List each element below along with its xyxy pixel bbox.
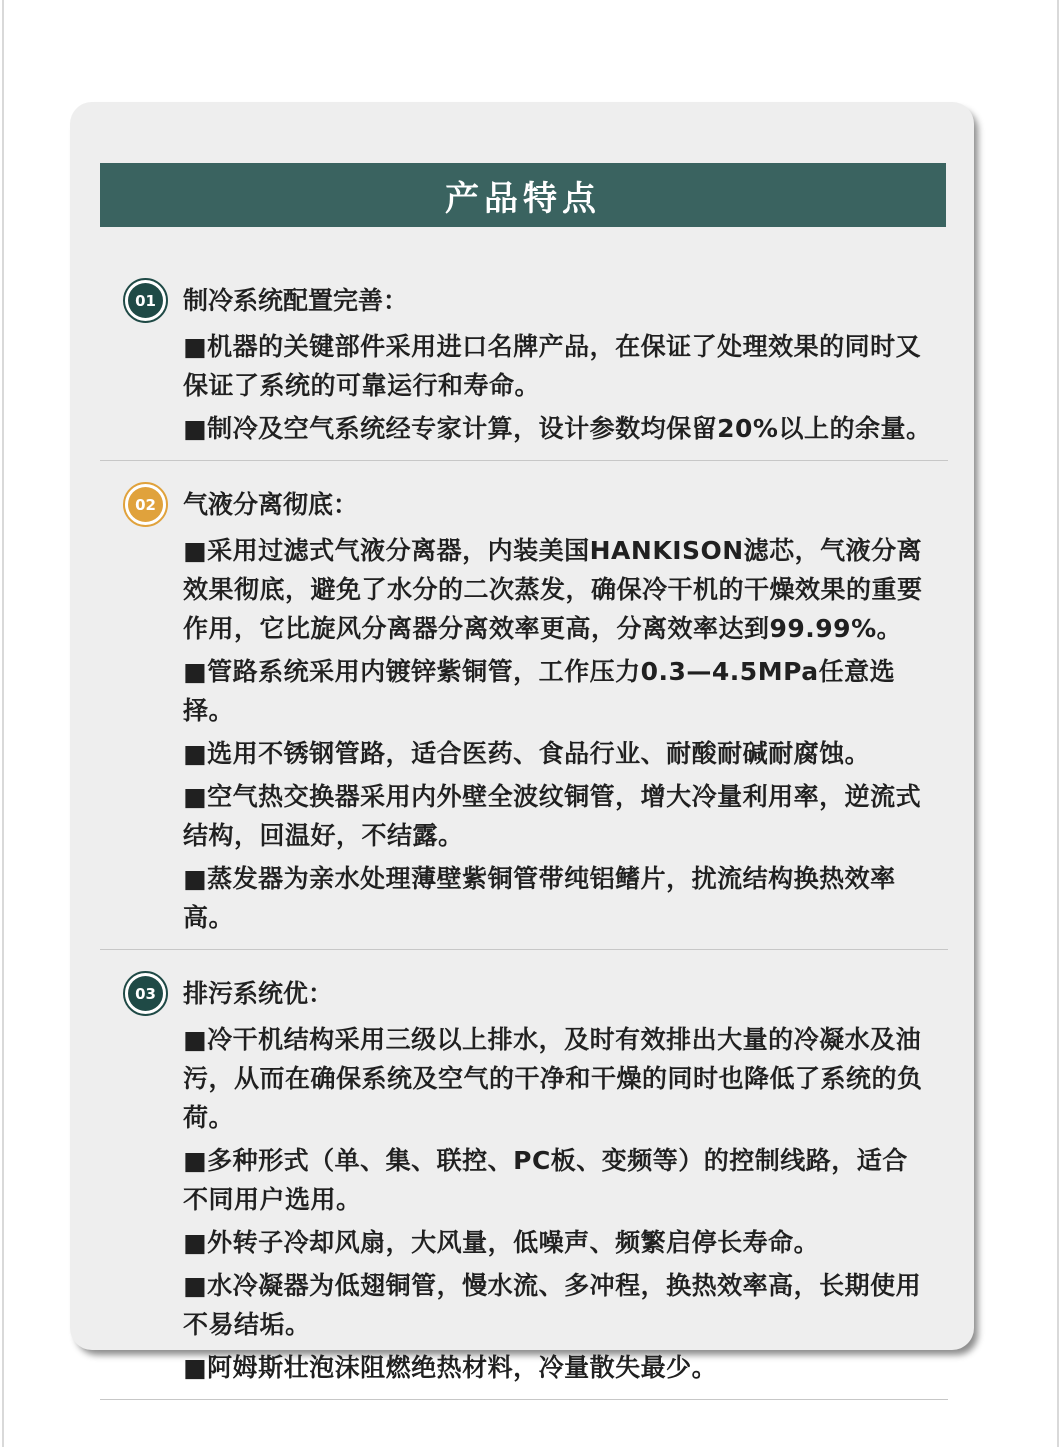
feature-card <box>70 102 974 1382</box>
feature-section-01 <box>135 281 932 448</box>
badge-number: 03 <box>128 976 163 1011</box>
page-title: 产品特点 <box>445 178 601 219</box>
badge-number: 02 <box>128 487 163 522</box>
section-header <box>100 163 946 227</box>
feature-section-02 <box>135 485 932 937</box>
feature-bullet: ■制冷及空气系统经专家计算，设计参数均保留20%以上的余量。 <box>183 414 932 443</box>
section-title: 制冷系统配置完善： <box>183 286 409 315</box>
feature-bullet: ■多种形式（单、集、联控、PC板、变频等）的控制线路，适合不同用户选用。 <box>183 1146 908 1214</box>
feature-bullet: ■机器的关键部件采用进口名牌产品，在保证了处理效果的同时又保证了系统的可靠运行和寿命。 <box>183 332 922 400</box>
section-number-badge-01 <box>123 278 168 323</box>
section-divider <box>100 1399 948 1400</box>
section-divider <box>100 949 948 950</box>
feature-content <box>70 227 974 1400</box>
section-divider <box>100 460 948 461</box>
feature-bullet: ■选用不锈钢管路，适合医药、食品行业、耐酸耐碱耐腐蚀。 <box>183 739 871 768</box>
feature-bullet: ■管路系统采用内镀锌紫铜管，工作压力0.3—4.5MPa任意选择。 <box>183 657 896 725</box>
section-number-badge-02 <box>123 482 168 527</box>
feature-bullet: ■空气热交换器采用内外壁全波纹铜管，增大冷量利用率，逆流式结构，回温好，不结露。 <box>183 782 922 850</box>
page-border-left <box>2 0 4 1447</box>
feature-bullet: ■水冷凝器为低翅铜管，慢水流、多冲程，换热效率高，长期使用不易结垢。 <box>183 1271 922 1339</box>
feature-bullet: ■阿姆斯壮泡沫阻燃绝热材料，冷量散失最少。 <box>183 1353 718 1382</box>
page-border-right <box>1057 0 1059 1447</box>
feature-section-03 <box>135 974 932 1387</box>
section-title: 气液分离彻底： <box>183 490 359 519</box>
section-number-badge-03 <box>123 971 168 1016</box>
section-title: 排污系统优： <box>183 979 334 1008</box>
feature-bullet: ■冷干机结构采用三级以上排水，及时有效排出大量的冷凝水及油污，从而在确保系统及空气的干净和干燥的同时也降低了系统的负荷。 <box>183 1025 923 1132</box>
badge-number: 01 <box>128 283 163 318</box>
feature-bullet: ■蒸发器为亲水处理薄壁紫铜管带纯铝鳍片，扰流结构换热效率高。 <box>183 864 896 932</box>
feature-bullet: ■采用过滤式气液分离器，内装美国HANKISON滤芯，气液分离效果彻底，避免了水分的二次蒸发，确保冷干机的干燥效果的重要作用，它比旋风分离器分离效率更高，分离效率达到99.99%。 <box>183 536 923 643</box>
feature-bullet: ■外转子冷却风扇，大风量，低噪声、频繁启停长寿命。 <box>183 1228 820 1257</box>
